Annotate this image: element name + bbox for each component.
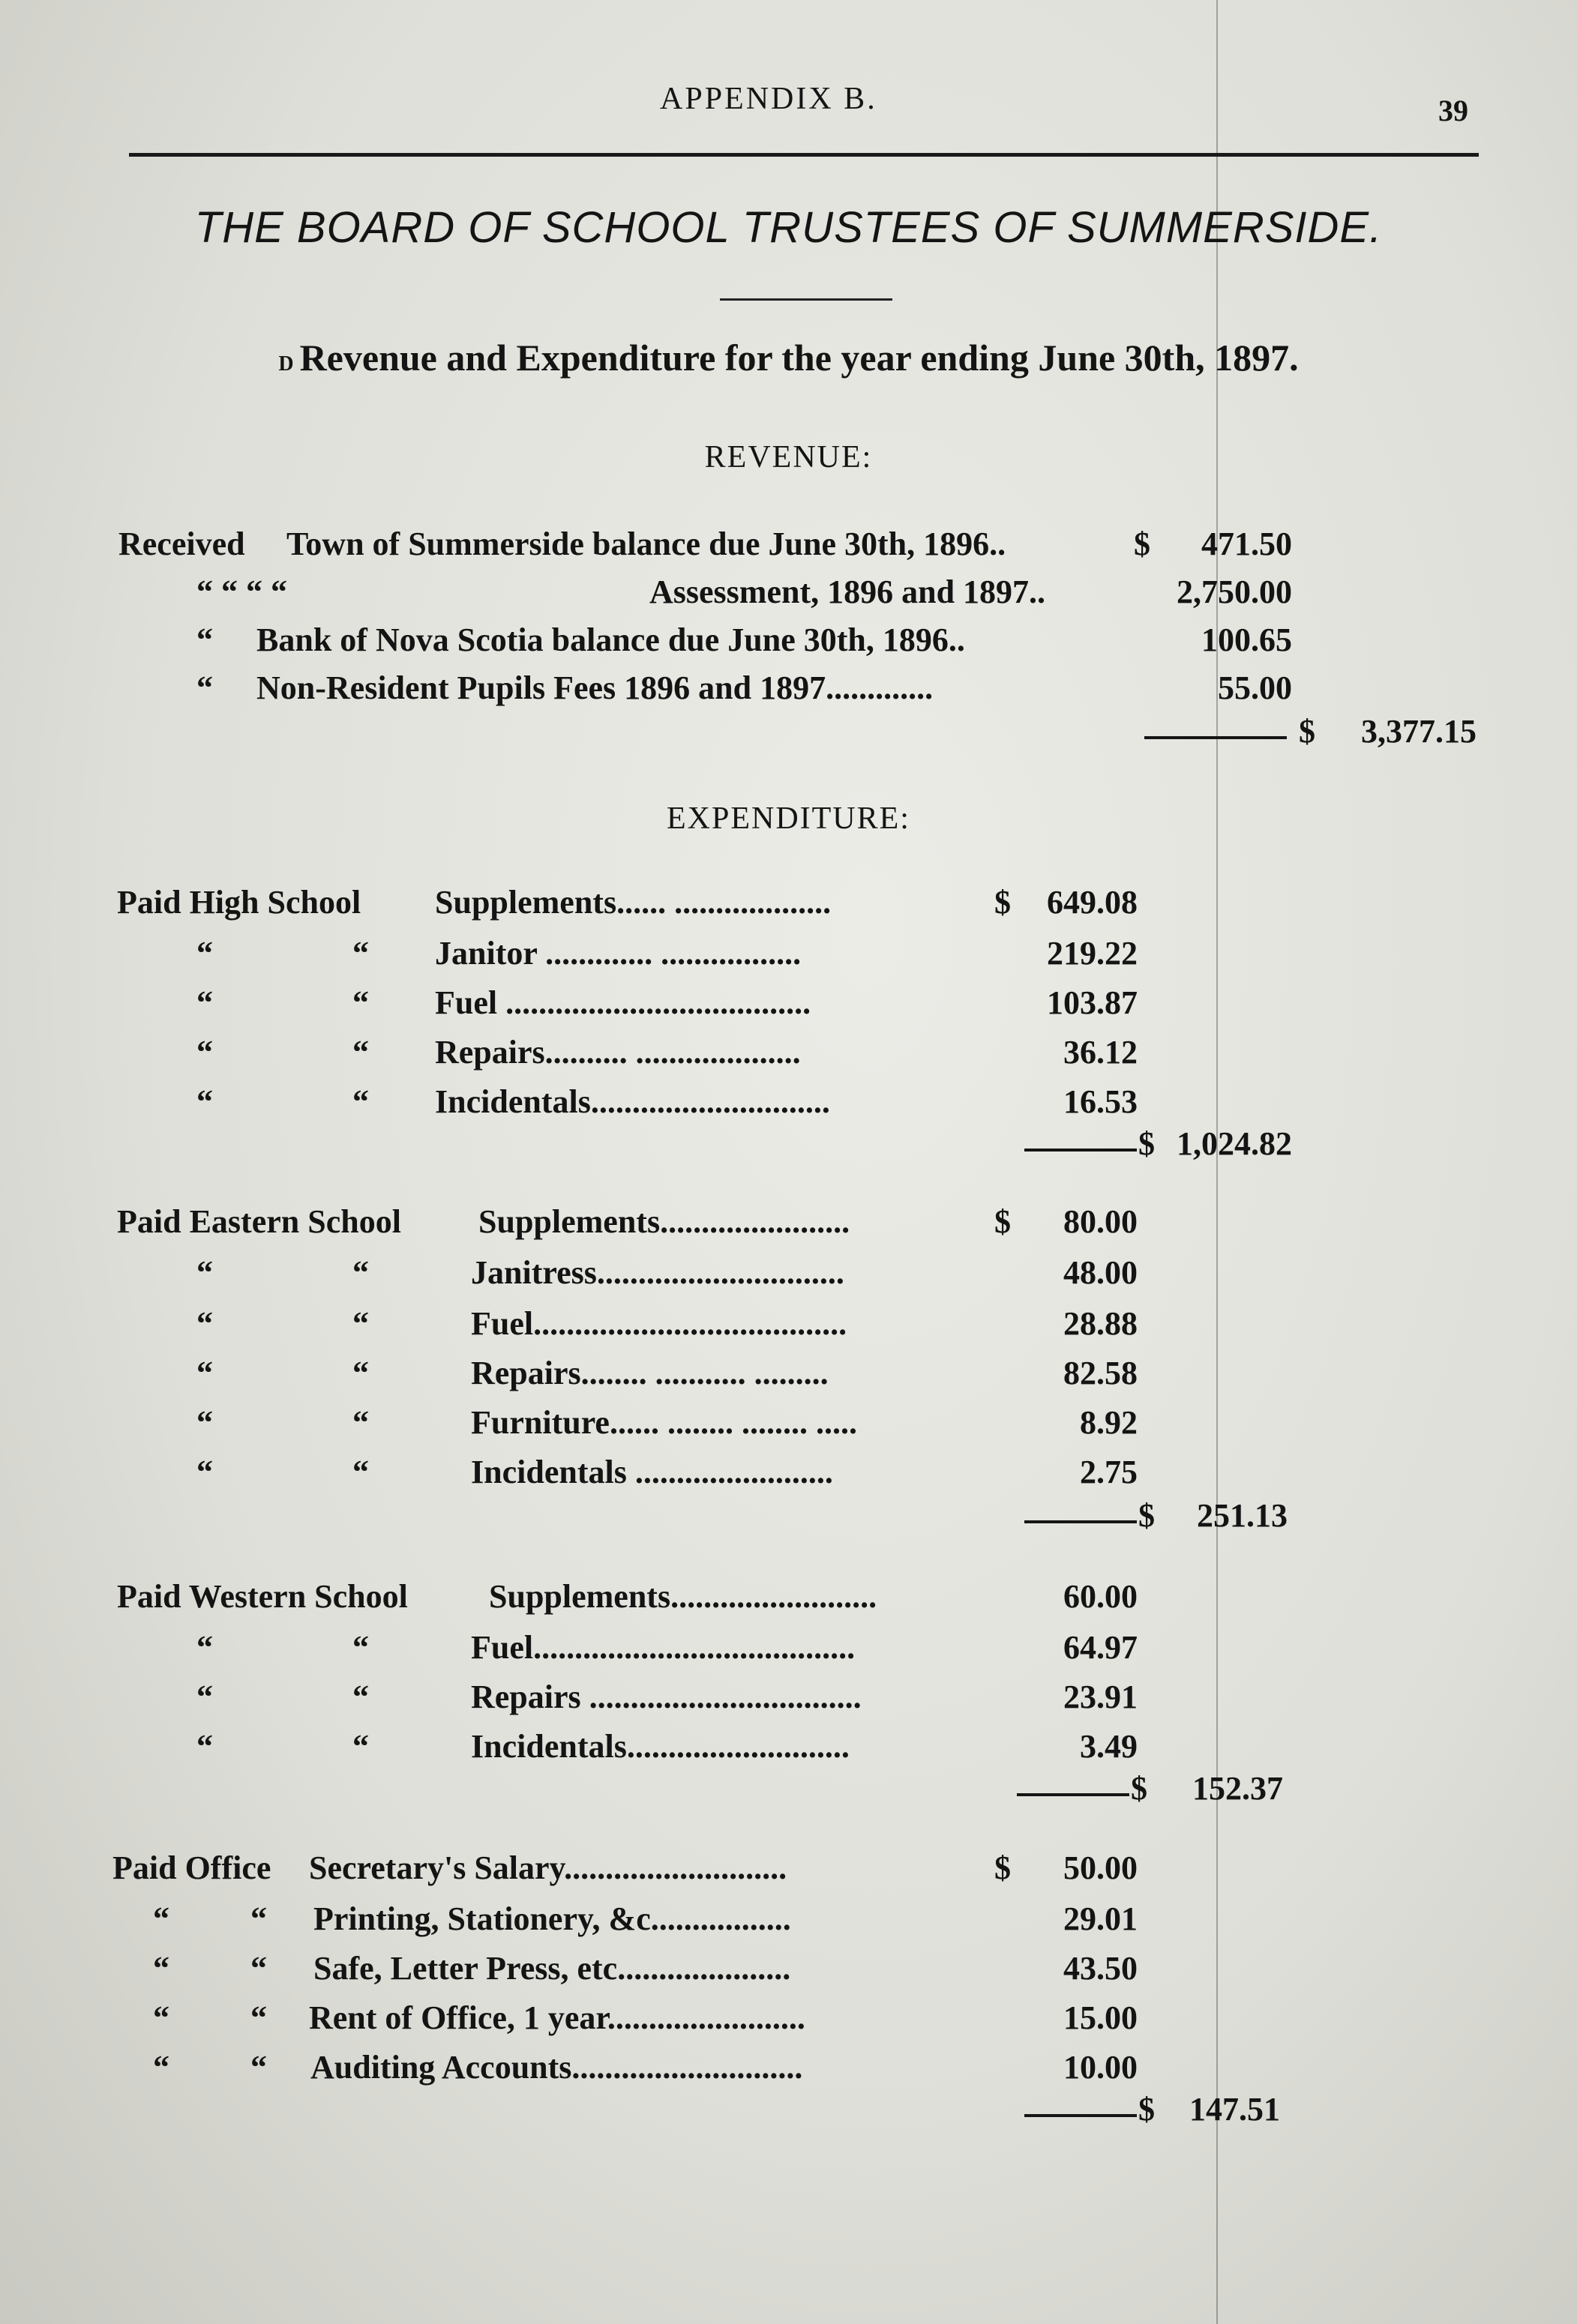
ditto-mark: “ bbox=[196, 1454, 213, 1490]
revenue-amount: 471.50 bbox=[1201, 526, 1292, 562]
expenditure-row bbox=[0, 1033, 1577, 1078]
revenue-amount: 55.00 bbox=[1218, 669, 1292, 706]
expenditure-row bbox=[0, 1849, 1577, 1894]
revenue-row bbox=[0, 621, 1577, 666]
group-name: Paid Western School bbox=[117, 1578, 408, 1615]
ditto-mark: “ bbox=[352, 1629, 369, 1666]
item-label: Furniture...... ........ ........ ..... bbox=[471, 1404, 857, 1441]
revenue-total-currency: $ bbox=[1299, 713, 1315, 750]
revenue-row bbox=[0, 525, 1577, 570]
group-name: Paid Office bbox=[112, 1849, 271, 1886]
expenditure-row bbox=[0, 1403, 1577, 1448]
ditto-mark: “ bbox=[153, 2049, 169, 2086]
expenditure-row bbox=[0, 984, 1577, 1029]
item-amount: 80.00 bbox=[1063, 1203, 1138, 1240]
expenditure-row bbox=[0, 1727, 1577, 1772]
item-amount: 50.00 bbox=[1063, 1849, 1138, 1886]
item-label: Janitress.............................. bbox=[471, 1254, 844, 1291]
item-label: Safe, Letter Press, etc..................... bbox=[313, 1950, 791, 1987]
ditto-mark: “ bbox=[352, 984, 369, 1021]
ditto-mark: “ bbox=[196, 1254, 213, 1291]
group-total-row bbox=[0, 1496, 1577, 1541]
revenue-ditto: “ bbox=[196, 621, 213, 658]
ditto-mark: “ bbox=[250, 2049, 267, 2086]
ditto-mark: “ bbox=[352, 1404, 369, 1441]
ditto-mark: “ bbox=[196, 1083, 213, 1120]
item-label: Supplements......................... bbox=[489, 1578, 877, 1615]
expenditure-row bbox=[0, 1577, 1577, 1622]
expenditure-row bbox=[0, 2048, 1577, 2093]
ditto-mark: “ bbox=[196, 1034, 213, 1071]
group-total-row bbox=[0, 2090, 1577, 2135]
subtitle-marker: D bbox=[278, 352, 294, 376]
revenue-row bbox=[0, 573, 1577, 618]
item-amount: 60.00 bbox=[1063, 1578, 1138, 1615]
expenditure-row bbox=[0, 1202, 1577, 1247]
expenditure-row bbox=[0, 1900, 1577, 1945]
ditto-mark: “ bbox=[352, 1728, 369, 1765]
item-amount: 16.53 bbox=[1063, 1083, 1138, 1120]
item-amount: 3.49 bbox=[1080, 1728, 1138, 1765]
expenditure-row bbox=[0, 1628, 1577, 1673]
item-amount: 36.12 bbox=[1063, 1034, 1138, 1071]
ditto-mark: “ bbox=[196, 1679, 213, 1715]
ditto-mark: “ bbox=[196, 1355, 213, 1391]
group-total-currency: $ bbox=[1138, 1125, 1155, 1162]
revenue-amount: 2,750.00 bbox=[1177, 574, 1292, 610]
header-rule bbox=[129, 153, 1479, 157]
item-amount: 2.75 bbox=[1080, 1454, 1138, 1490]
item-label: Janitor ............. ................. bbox=[435, 935, 802, 972]
item-label: Repairs........ ........... ......... bbox=[471, 1355, 829, 1391]
item-label: Supplements...... ................... bbox=[435, 884, 832, 921]
ditto-mark: “ bbox=[352, 1679, 369, 1715]
item-label: Fuel ..................................... bbox=[435, 984, 811, 1021]
item-amount: 28.88 bbox=[1063, 1305, 1138, 1342]
ditto-mark: “ bbox=[352, 1305, 369, 1342]
group-total-row bbox=[0, 1769, 1577, 1814]
item-amount: 649.08 bbox=[1047, 884, 1138, 921]
revenue-prefix: Received bbox=[118, 526, 245, 562]
ditto-mark: “ bbox=[196, 935, 213, 972]
item-label: Incidentals............................. bbox=[435, 1083, 830, 1120]
group-total-row bbox=[0, 1125, 1577, 1169]
expenditure-row bbox=[0, 1253, 1577, 1298]
expenditure-row bbox=[0, 1949, 1577, 1994]
item-label: Repairs ................................. bbox=[471, 1679, 862, 1715]
item-amount: 10.00 bbox=[1063, 2049, 1138, 2086]
revenue-ditto: “ “ “ “ bbox=[196, 574, 287, 610]
ditto-mark: “ bbox=[352, 1083, 369, 1120]
ditto-mark: “ bbox=[250, 1900, 267, 1937]
group-total-currency: $ bbox=[1131, 1770, 1147, 1807]
group-total: 147.51 bbox=[1189, 2091, 1280, 2128]
item-currency: $ bbox=[994, 884, 1011, 921]
item-amount: 23.91 bbox=[1063, 1679, 1138, 1715]
expenditure-heading: EXPENDITURE: bbox=[667, 801, 910, 836]
ditto-mark: “ bbox=[352, 1254, 369, 1291]
total-dash bbox=[1024, 1128, 1137, 1166]
item-label: Auditing Accounts............................ bbox=[310, 2049, 803, 2086]
item-label: Incidentals........................... bbox=[471, 1728, 850, 1765]
total-dash bbox=[1017, 1772, 1129, 1810]
ditto-mark: “ bbox=[250, 1999, 267, 2036]
ditto-mark: “ bbox=[352, 1034, 369, 1071]
group-total-currency: $ bbox=[1138, 2091, 1155, 2128]
title-divider bbox=[720, 298, 892, 301]
expenditure-row bbox=[0, 1354, 1577, 1399]
item-amount: 15.00 bbox=[1063, 1999, 1138, 2036]
page-number: 39 bbox=[1438, 94, 1468, 127]
statement-subtitle bbox=[0, 336, 1577, 379]
revenue-row bbox=[0, 669, 1577, 714]
revenue-description: Non-Resident Pupils Fees 1896 and 1897............. bbox=[256, 669, 934, 706]
revenue-description: Bank of Nova Scotia balance due June 30th, 1896.. bbox=[256, 621, 965, 658]
item-amount: 82.58 bbox=[1063, 1355, 1138, 1391]
revenue-ditto: “ bbox=[196, 669, 213, 706]
expenditure-row bbox=[0, 1999, 1577, 2044]
item-currency: $ bbox=[994, 1203, 1011, 1240]
expenditure-row bbox=[0, 883, 1577, 928]
group-total: 152.37 bbox=[1192, 1770, 1283, 1807]
revenue-description: Town of Summerside balance due June 30th, 1896.. bbox=[286, 526, 1006, 562]
item-amount: 8.92 bbox=[1080, 1404, 1138, 1441]
item-amount: 64.97 bbox=[1063, 1629, 1138, 1666]
ditto-mark: “ bbox=[153, 1900, 169, 1937]
item-label: Secretary's Salary........................... bbox=[309, 1849, 787, 1886]
item-amount: 43.50 bbox=[1063, 1950, 1138, 1987]
document-title: THE BOARD OF SCHOOL TRUSTEES OF SUMMERSIDE. bbox=[194, 203, 1383, 252]
item-label: Supplements....................... bbox=[478, 1203, 850, 1240]
expenditure-row bbox=[0, 934, 1577, 979]
total-dash bbox=[1024, 1499, 1137, 1538]
item-amount: 48.00 bbox=[1063, 1254, 1138, 1291]
group-total: 1,024.82 bbox=[1177, 1125, 1292, 1162]
revenue-total: 3,377.15 bbox=[1361, 713, 1477, 750]
item-label: Fuel...................................... bbox=[471, 1305, 847, 1342]
ditto-mark: “ bbox=[153, 1999, 169, 2036]
ditto-mark: “ bbox=[153, 1950, 169, 1987]
ditto-mark: “ bbox=[196, 984, 213, 1021]
expenditure-row bbox=[0, 1453, 1577, 1498]
item-label: Fuel....................................... bbox=[471, 1629, 856, 1666]
item-label: Repairs.......... .................... bbox=[435, 1034, 801, 1071]
item-amount: 103.87 bbox=[1047, 984, 1138, 1021]
item-label: Printing, Stationery, &c................. bbox=[313, 1900, 791, 1937]
expenditure-row bbox=[0, 1083, 1577, 1128]
ditto-mark: “ bbox=[196, 1629, 213, 1666]
item-amount: 29.01 bbox=[1063, 1900, 1138, 1937]
item-label: Incidentals ........................ bbox=[471, 1454, 833, 1490]
group-name: Paid Eastern School bbox=[117, 1203, 401, 1240]
expenditure-row bbox=[0, 1304, 1577, 1349]
ditto-mark: “ bbox=[196, 1404, 213, 1441]
ditto-mark: “ bbox=[196, 1305, 213, 1342]
revenue-heading: REVENUE: bbox=[704, 440, 873, 475]
total-dash bbox=[1024, 2093, 1137, 2131]
item-currency: $ bbox=[994, 1849, 1011, 1886]
revenue-currency: $ bbox=[1134, 526, 1150, 562]
appendix-header: APPENDIX B. bbox=[660, 82, 877, 116]
revenue-total-row bbox=[0, 712, 1577, 757]
item-amount: 219.22 bbox=[1047, 935, 1138, 972]
expenditure-row bbox=[0, 1678, 1577, 1723]
ditto-mark: “ bbox=[352, 1355, 369, 1391]
ditto-mark: “ bbox=[250, 1950, 267, 1987]
revenue-amount: 100.65 bbox=[1201, 621, 1292, 658]
group-total: 251.13 bbox=[1197, 1497, 1288, 1534]
ditto-mark: “ bbox=[196, 1728, 213, 1765]
total-dash bbox=[1144, 715, 1287, 753]
group-name: Paid High School bbox=[117, 884, 361, 921]
subtitle-text: Revenue and Expenditure for the year ending June 30th, 1897. bbox=[299, 337, 1299, 379]
ditto-mark: “ bbox=[352, 1454, 369, 1490]
group-total-currency: $ bbox=[1138, 1497, 1155, 1534]
ditto-mark: “ bbox=[352, 935, 369, 972]
revenue-description: Assessment, 1896 and 1897.. bbox=[649, 574, 1046, 610]
item-label: Rent of Office, 1 year........................ bbox=[309, 1999, 805, 2036]
